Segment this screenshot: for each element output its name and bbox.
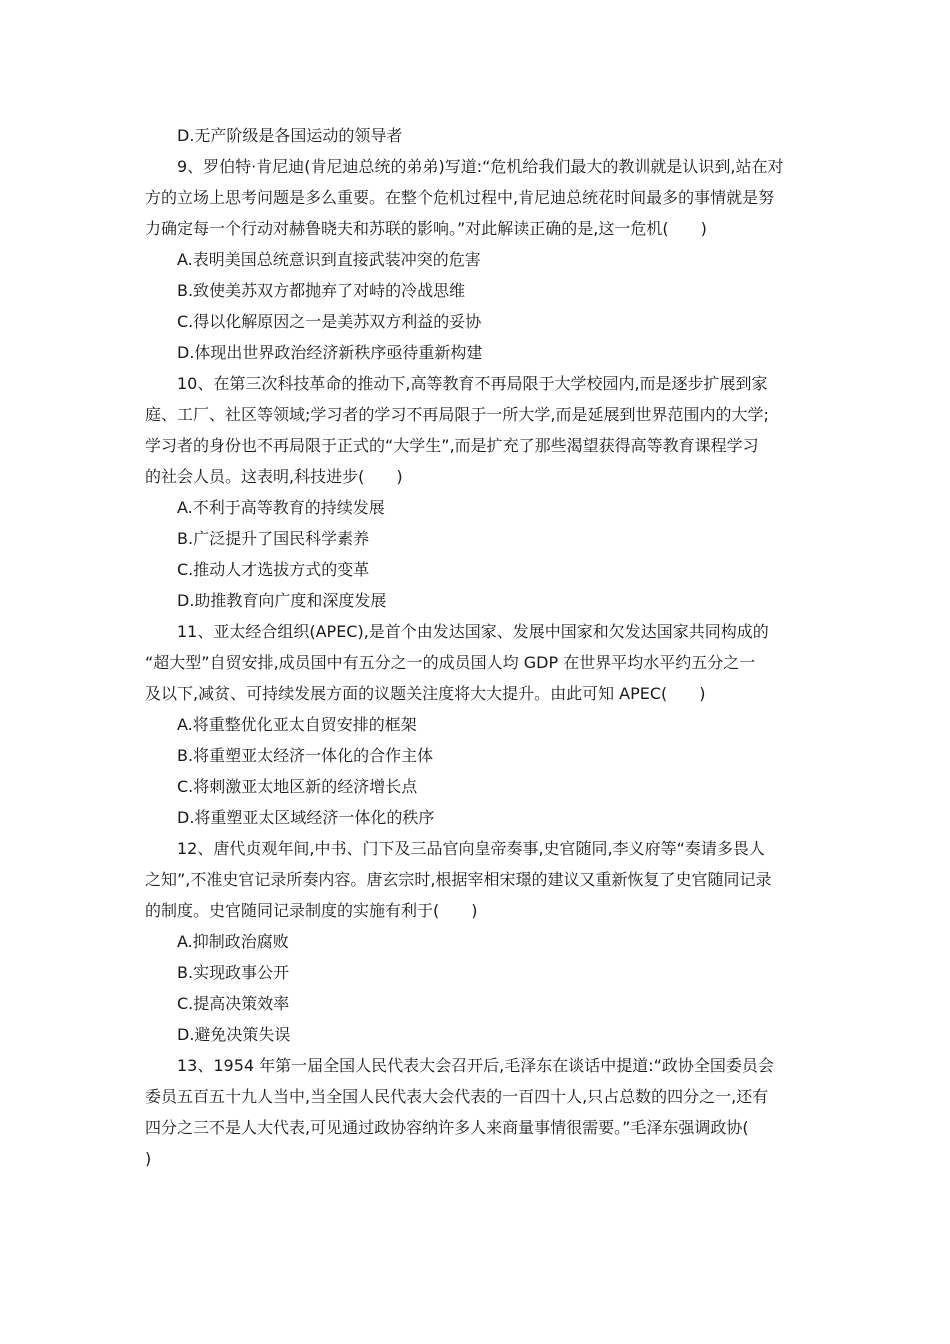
option-a: A.不利于高等教育的持续发展	[177, 498, 385, 517]
question-stem-line: 四分之三不是人大代表,可见通过政协容纳许多人来商量事情很需要。”毛泽东强调政协(	[145, 1118, 749, 1137]
option-b: B.致使美苏双方都抛弃了对峙的冷战思维	[177, 281, 466, 300]
option-b: B.将重塑亚太经济一体化的合作主体	[177, 746, 434, 765]
question-10	[145, 368, 810, 616]
option-b: B.实现政事公开	[177, 963, 290, 982]
option-c: C.将刺激亚太地区新的经济增长点	[177, 777, 418, 796]
question-stem-line: 力确定每一个行动对赫鲁晓夫和苏联的影响。”对此解读正确的是,这一危机( )	[145, 219, 707, 238]
option-d: D.体现出世界政治经济新秩序亟待重新构建	[177, 343, 483, 362]
question-12	[145, 833, 810, 1050]
question-stem-line: 11、亚太经合组织(APEC),是首个由发达国家、发展中国家和欠发达国家共同构成的	[177, 622, 769, 641]
question-stem-line: 9、罗伯特·肯尼迪(肯尼迪总统的弟弟)写道:“危机给我们最大的教训就是认识到,站在对	[177, 157, 784, 176]
option-a: A.表明美国总统意识到直接武装冲突的危害	[177, 250, 481, 269]
option-a: A.抑制政治腐败	[177, 932, 289, 951]
question-stem-line: 庭、工厂、社区等领域;学习者的学习不再局限于一所大学,而是延展到世界范围内的大学;	[145, 405, 769, 424]
question-stem-line: 委员五百五十九人当中,当全国人民代表大会代表的一百四十人,只占总数的四分之一,还有	[145, 1087, 769, 1106]
question-stem-line: 10、在第三次科技革命的推动下,高等教育不再局限于大学校园内,而是逐步扩展到家	[177, 374, 768, 393]
option-c: C.推动人才选拔方式的变革	[177, 560, 370, 579]
question-13	[145, 1050, 810, 1174]
option-d: D.无产阶级是各国运动的领导者	[177, 126, 403, 145]
question-stem-line: 的社会人员。这表明,科技进步( )	[145, 467, 403, 486]
question-stem-line: 及以下,减贫、可持续发展方面的议题关注度将大大提升。由此可知 APEC( )	[145, 684, 706, 703]
option-d: D.将重塑亚太区域经济一体化的秩序	[177, 808, 435, 827]
option-d: D.助推教育向广度和深度发展	[177, 591, 387, 610]
question-stem-line: “超大型”自贸安排,成员国中有五分之一的成员国人均 GDP 在世界平均水平约五分之一	[145, 653, 756, 672]
question-stem-line: 12、唐代贞观年间,中书、门下及三品官向皇帝奏事,史官随同,李义府等“奏请多畏人	[177, 839, 765, 858]
question-stem-line: 方的立场上思考问题是多么重要。在整个危机过程中,肯尼迪总统花时间最多的事情就是努	[145, 188, 775, 207]
question-stem-line: 13、1954 年第一届全国人民代表大会召开后,毛泽东在谈话中提道:“政协全国委员会	[177, 1056, 774, 1075]
question-stem-line: 之知”,不准史官记录所奏内容。唐玄宗时,根据宰相宋璟的建议又重新恢复了史官随同记录	[145, 870, 772, 889]
document-page	[145, 120, 810, 1174]
question-9	[145, 151, 810, 368]
option-d: D.避免决策失误	[177, 1025, 291, 1044]
question-stem-line: 的制度。史官随同记录制度的实施有利于( )	[145, 901, 478, 920]
option-c: C.提高决策效率	[177, 994, 290, 1013]
question-stem-line: 学习者的身份也不再局限于正式的“大学生”,而是扩充了那些渴望获得高等教育课程学习	[145, 436, 759, 455]
option-c: C.得以化解原因之一是美苏双方利益的妥协	[177, 312, 482, 331]
option-a: A.将重整优化亚太自贸安排的框架	[177, 715, 417, 734]
question-stem-line: )	[145, 1149, 152, 1168]
question-11	[145, 616, 810, 833]
prev-question-options	[145, 120, 810, 151]
option-b: B.广泛提升了国民科学素养	[177, 529, 370, 548]
